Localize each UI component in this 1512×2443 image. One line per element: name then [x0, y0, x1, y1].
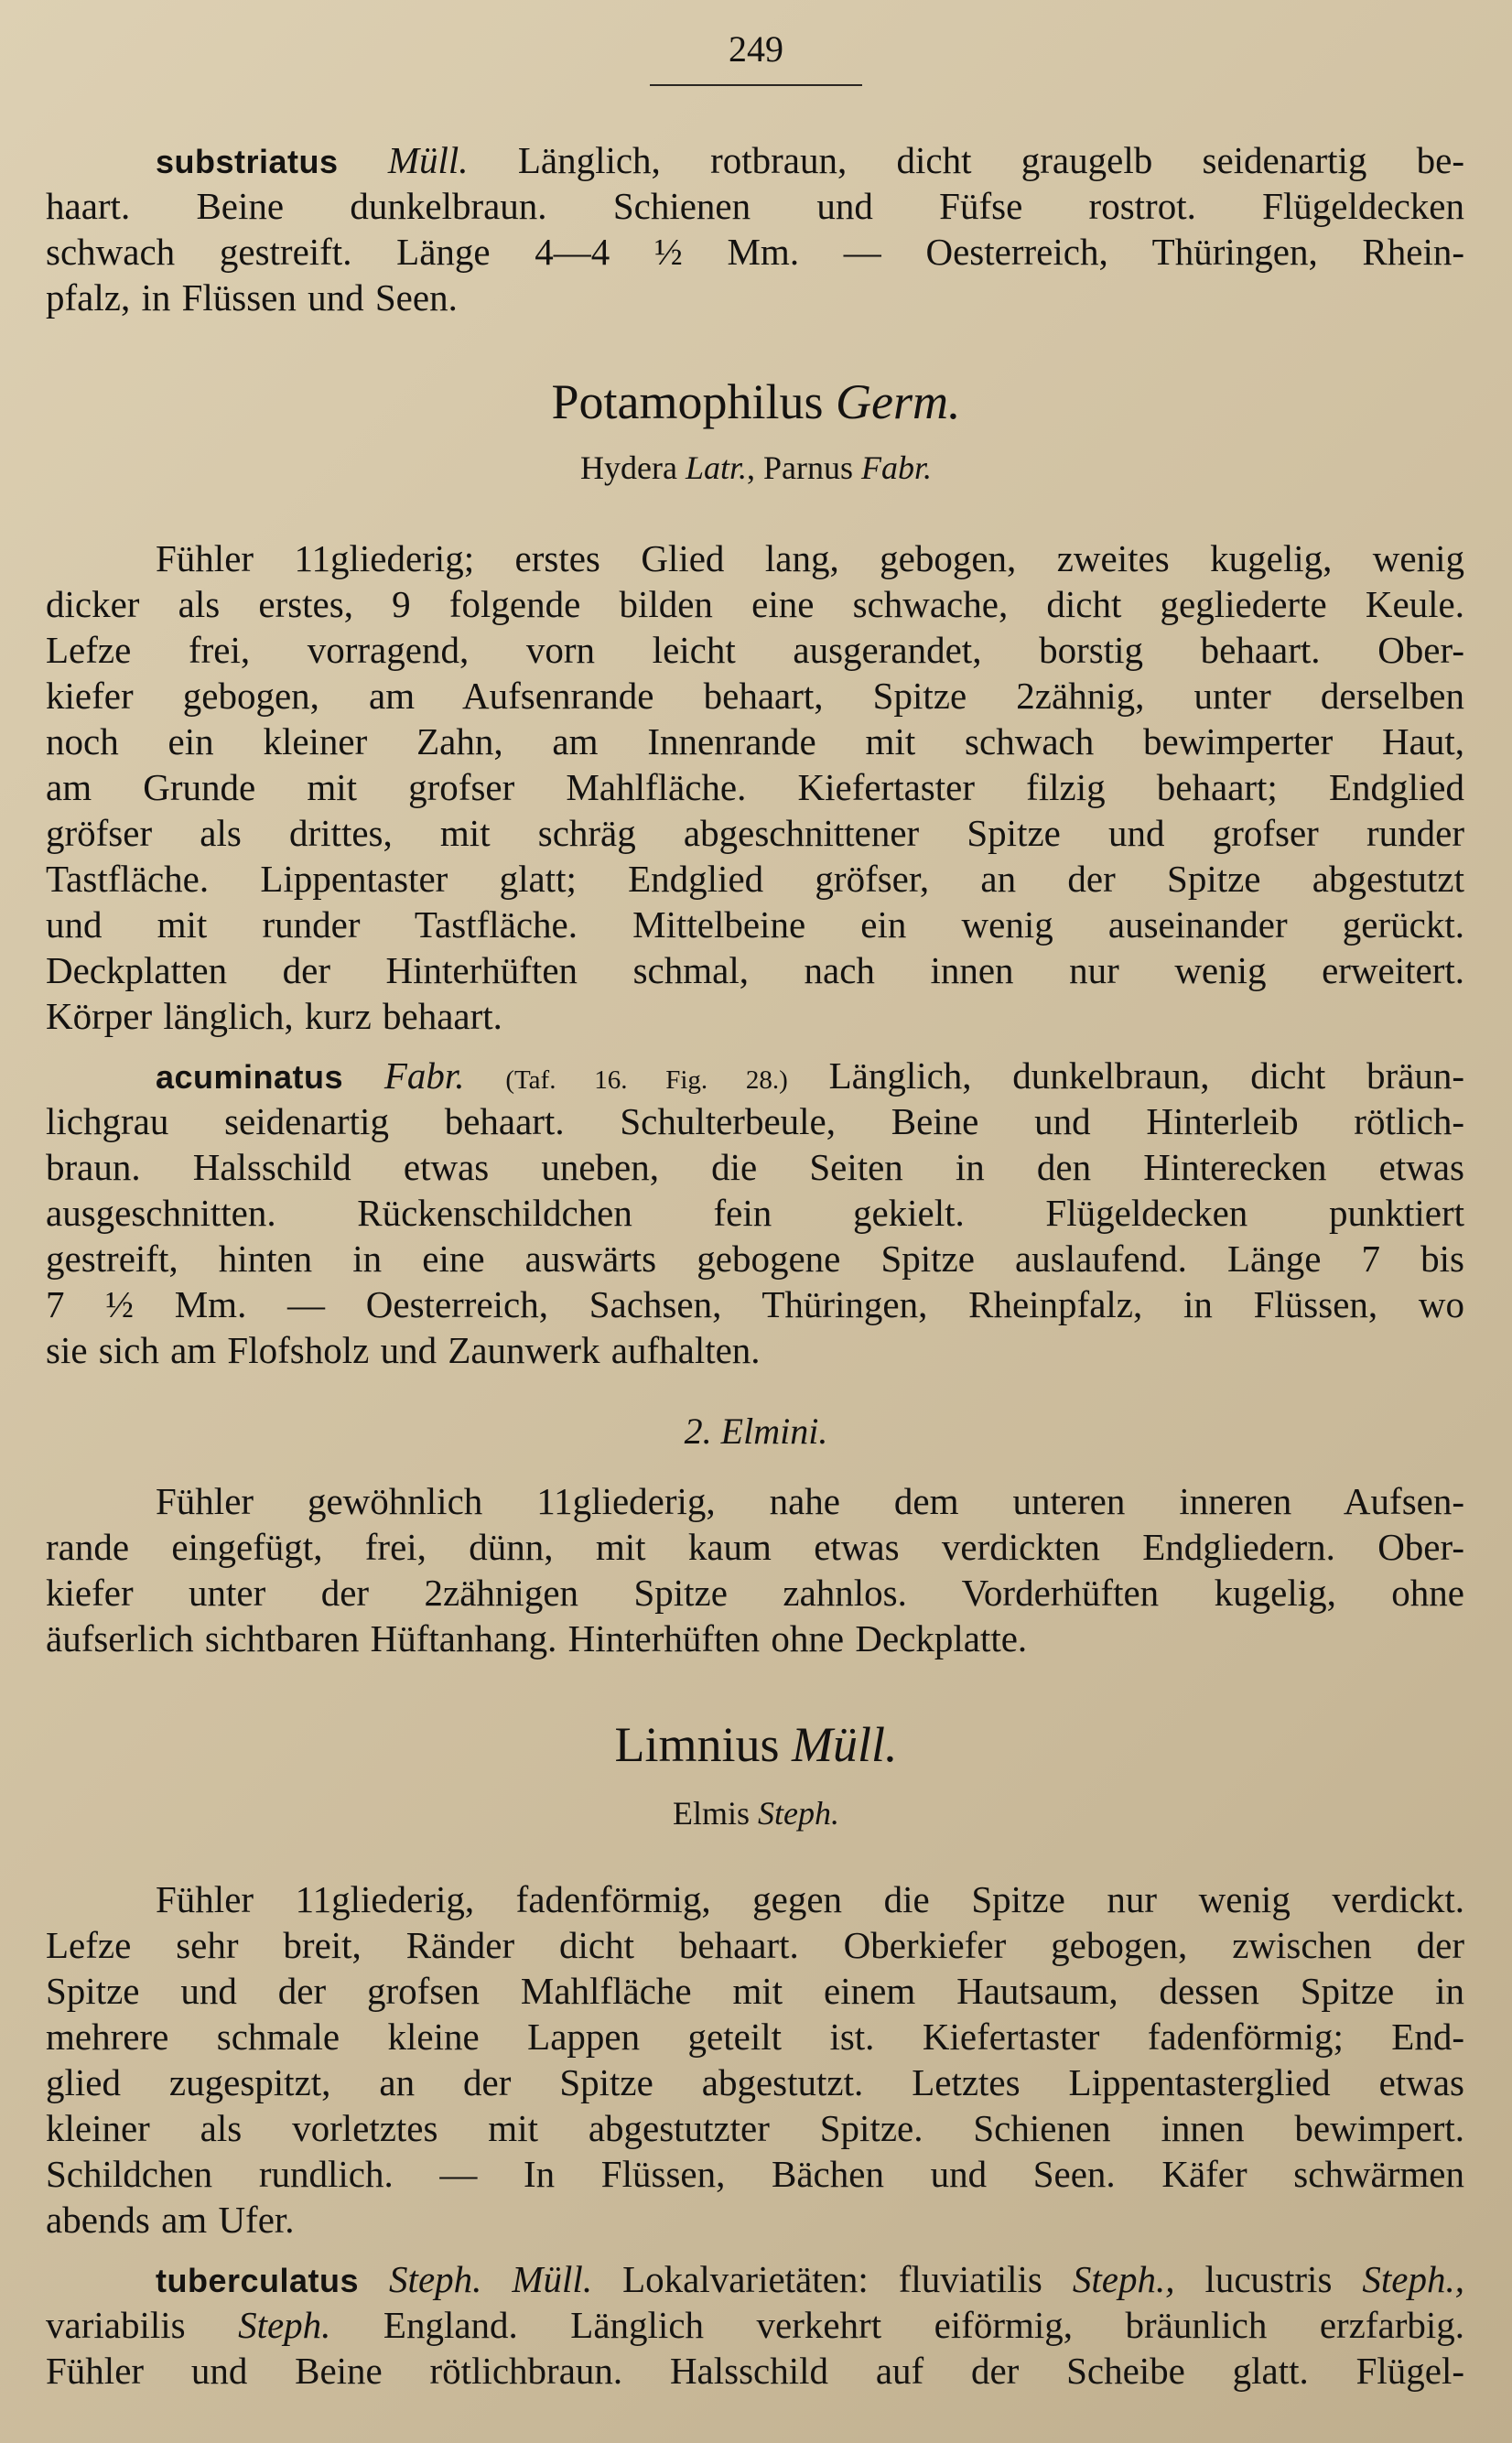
text-line	[46, 2256, 1464, 2302]
genus-synonyms-limnius: Elmis Steph.	[673, 1795, 839, 1832]
text-line: Spitze und der grofsen Mahlfläche mit einem Hautsaum, dessen Spitze in	[46, 1970, 1464, 2012]
text-line: Deckplatten der Hinterhüften schmal, nach innen nur wenig erweitert.	[46, 949, 1464, 991]
species-author: Müll.	[387, 139, 469, 181]
figure-reference: (Taf. 16. Fig. 28.)	[505, 1065, 788, 1095]
entry-text: Lokalvarietäten: fluviatilis	[622, 2258, 1042, 2300]
text-line: haart. Beine dunkelbraun. Schienen und Füfse rostrot. Flügeldecken	[46, 185, 1464, 227]
entry-substriatus	[46, 137, 1464, 320]
species-name: acuminatus	[156, 1058, 344, 1096]
text-line: Fühler und Beine rötlichbraun. Halsschild auf der Scheibe glatt. Flügel-	[46, 2350, 1464, 2392]
entry-tuberculatus	[46, 2256, 1464, 2394]
entry-text: Länglich, dunkelbraun, dicht bräun-	[828, 1054, 1465, 1097]
species-name: tuberculatus	[156, 2262, 360, 2299]
text-line: noch ein kleiner Zahn, am Innenrande mit schwach bewimperter Haut,	[46, 720, 1464, 762]
text-line: Fühler 11gliederig; erstes Glied lang, gebogen, zweites kugelig, wenig	[156, 537, 1464, 579]
text-line: gröfser als drittes, mit schräg abgeschnittener Spitze und grofser runder	[46, 812, 1464, 854]
section-heading-elmini: 2. Elmini.	[684, 1411, 828, 1452]
header-rule	[650, 84, 862, 86]
text-line: schwach gestreift. Länge 4—4 ½ Mm. — Oesterreich, Thüringen, Rhein-	[46, 231, 1464, 273]
page-number: 249	[729, 28, 783, 70]
text-line: Körper länglich, kurz behaart.	[46, 995, 502, 1037]
text-line	[46, 2302, 1464, 2348]
text-line: dicker als erstes, 9 folgende bilden eine schwache, dicht gegliederte Keule.	[46, 583, 1464, 625]
genus-description-limnius	[46, 1876, 1464, 2243]
text-line: mehrere schmale kleine Lappen geteilt ist. Kiefertaster fadenförmig; End-	[46, 2016, 1464, 2058]
entry-text: Länglich, rotbraun, dicht graugelb seidenartig be-	[517, 139, 1465, 181]
text-line	[46, 137, 1464, 183]
text-line: glied zugespitzt, an der Spitze abgestutzt. Letztes Lippentasterglied etwas	[46, 2061, 1464, 2103]
text-line: gestreift, hinten in eine auswärts gebogene Spitze auslaufend. Länge 7 bis	[46, 1238, 1464, 1280]
text-line: sie sich am Flofsholz und Zaunwerk aufhalten.	[46, 1329, 761, 1371]
text-line: Fühler 11gliederig, fadenförmig, gegen die Spitze nur wenig verdickt.	[156, 1878, 1464, 1920]
section-description-elmini	[46, 1478, 1464, 1661]
species-name: substriatus	[156, 143, 339, 180]
variety-author: Steph.,	[1072, 2258, 1175, 2300]
genus-synonyms-potamophilus: Hydera Latr., Parnus Fabr.	[579, 449, 932, 486]
text-line: Lefze frei, vorragend, vorn leicht ausgerandet, borstig behaart. Ober-	[46, 629, 1464, 671]
text-line: rande eingefügt, frei, dünn, mit kaum etwas verdickten Endgliedern. Ober-	[46, 1526, 1464, 1568]
text-line: lichgrau seidenartig behaart. Schulterbeule, Beine und Hinterleib rötlich-	[46, 1100, 1464, 1142]
text-line: Tastfläche. Lippentaster glatt; Endglied gröfser, an der Spitze abgestutzt	[46, 858, 1464, 900]
text-line: 7 ½ Mm. — Oesterreich, Sachsen, Thüringen, Rheinpfalz, in Flüssen, wo	[46, 1283, 1464, 1325]
text-line: Lefze sehr breit, Ränder dicht behaart. Oberkiefer gebogen, zwischen der	[46, 1924, 1464, 1966]
text-line: kiefer unter der 2zähnigen Spitze zahnlos. Vorderhüften kugelig, ohne	[46, 1572, 1464, 1614]
variety-author: Steph.,	[1362, 2258, 1464, 2300]
entry-text: England. Länglich verkehrt eiförmig, bräunlich erzfarbig.	[383, 2304, 1465, 2346]
variety-name: lucustris	[1204, 2258, 1333, 2300]
species-author: Fabr.	[383, 1054, 465, 1097]
text-line: pfalz, in Flüssen und Seen.	[46, 276, 458, 319]
text-line: äufserlich sichtbaren Hüftanhang. Hinterhüften ohne Deckplatte.	[46, 1617, 1028, 1659]
text-line: abends am Ufer.	[46, 2199, 295, 2241]
text-line: kiefer gebogen, am Aufsenrande behaart, Spitze 2zähnig, unter derselben	[46, 675, 1464, 717]
variety-author: Steph.	[238, 2304, 331, 2346]
text-line: am Grunde mit grofser Mahlfläche. Kiefertaster filzig behaart; Endglied	[46, 766, 1464, 808]
text-line: Fühler gewöhnlich 11gliederig, nahe dem unteren inneren Aufsen-	[156, 1480, 1464, 1522]
text-line	[46, 1053, 1464, 1098]
text-line: und mit runder Tastfläche. Mittelbeine ein wenig auseinander gerückt.	[46, 903, 1464, 946]
species-author: Steph. Müll.	[389, 2258, 593, 2300]
text-line: kleiner als vorletztes mit abgestutzter Spitze. Schienen innen bewimpert.	[46, 2107, 1464, 2149]
text-line: Schildchen rundlich. — In Flüssen, Bächen und Seen. Käfer schwärmen	[46, 2153, 1464, 2195]
variety-name: variabilis	[46, 2304, 186, 2346]
genus-title-limnius: Limnius Müll.	[614, 1717, 898, 1772]
entry-acuminatus	[46, 1053, 1464, 1373]
genus-title-potamophilus: Potamophilus Germ.	[551, 374, 961, 429]
genus-description-potamophilus	[46, 535, 1464, 1039]
text-line: braun. Halsschild etwas uneben, die Seiten in den Hinterecken etwas	[46, 1146, 1464, 1188]
text-line: ausgeschnitten. Rückenschildchen fein gekielt. Flügeldecken punktiert	[46, 1192, 1464, 1234]
